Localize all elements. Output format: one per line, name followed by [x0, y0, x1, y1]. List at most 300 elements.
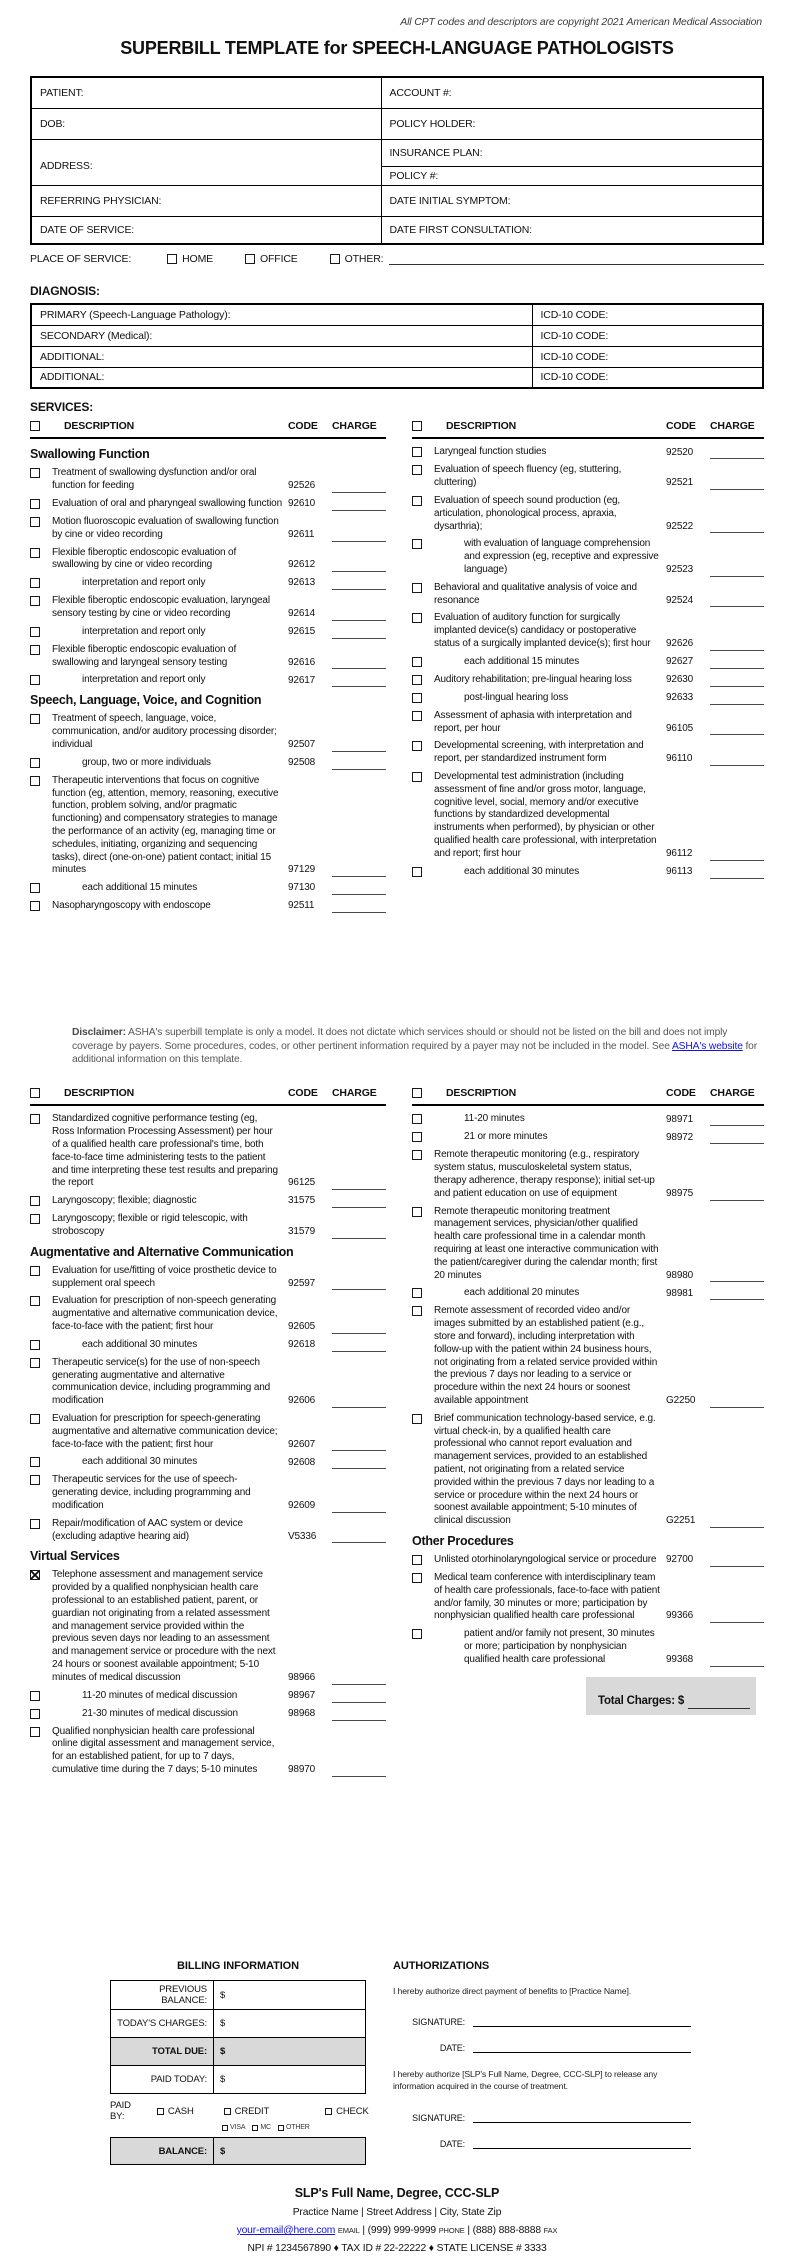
service-checkbox[interactable]: [30, 1414, 40, 1424]
signature-label: SIGNATURE:: [412, 2017, 465, 2028]
column-header-charge: CHARGE: [710, 420, 755, 432]
column-header-code: CODE: [666, 420, 696, 432]
date-blank-line[interactable]: [473, 2139, 691, 2149]
service-checkbox[interactable]: [412, 772, 422, 782]
service-description: Repair/modification of AAC system or device (excluding adaptive hearing aid): [52, 1517, 243, 1542]
service-checkbox[interactable]: [30, 468, 40, 478]
service-row: [412, 1554, 764, 1567]
service-checkbox[interactable]: [412, 1288, 422, 1298]
service-description: Remote therapeutic monitoring (e.g., respiratory system status, musculoskeletal system status, therapy adherence, therapy response); initial set-up and patient education on use of equipment: [434, 1149, 655, 1199]
diagnosis-label[interactable]: SECONDARY (Medical):: [31, 325, 532, 346]
service-row: [412, 710, 764, 736]
service-cpt-code: 92616: [288, 656, 316, 668]
balance-row: [110, 2137, 366, 2165]
service-row: [30, 1474, 386, 1512]
service-checkbox[interactable]: [30, 578, 40, 588]
copyright-notice: All CPT codes and descriptors are copyright 2021 American Medical Association: [400, 16, 762, 28]
charge-blank-line[interactable]: [710, 753, 764, 766]
service-checkbox[interactable]: [412, 583, 422, 593]
home-checkbox[interactable]: [167, 254, 177, 264]
service-description: patient and/or family not present, 30 minutes or more; participation by nonphysician qualified health care professional: [464, 1628, 655, 1665]
place-of-service-row: [30, 252, 764, 265]
charge-blank-line[interactable]: [332, 1339, 386, 1352]
credit-sub-option-other[interactable]: OTHER: [278, 2124, 310, 2131]
service-cpt-code: 97129: [288, 864, 316, 876]
select-all-checkbox[interactable]: [412, 1088, 422, 1098]
charge-blank-line[interactable]: [710, 674, 764, 687]
service-checkbox[interactable]: [412, 1414, 422, 1424]
date-blank-line[interactable]: [473, 2043, 691, 2053]
disclaimer-text: Disclaimer: ASHA's superbill template is only a model. It does not dictate which services should or should not be listed on the bill and does not imply coverage by payers. Some procedures, codes, or other pertinent information required by a payer may not be included in the model. See ASHA's website for additional information on this template.: [72, 1027, 758, 1066]
email-link[interactable]: your-email@here.com: [236, 2225, 336, 2236]
billing-heading: BILLING INFORMATION: [177, 1960, 299, 1972]
service-description: interpretation and report only: [82, 674, 206, 686]
service-cpt-code: 31579: [288, 1226, 316, 1238]
service-cpt-code: 92611: [288, 528, 315, 540]
charge-blank-line[interactable]: [332, 1395, 386, 1408]
select-all-checkbox[interactable]: [412, 421, 422, 431]
service-cpt-code: 92524: [666, 594, 694, 606]
select-all-checkbox[interactable]: [30, 421, 40, 431]
billing-row-label: PREVIOUS BALANCE:: [111, 1981, 214, 2009]
service-cpt-code: G2251: [666, 1515, 696, 1527]
service-checkbox[interactable]: [30, 714, 40, 724]
charge-blank-line[interactable]: [710, 564, 764, 577]
charge-blank-line[interactable]: [332, 608, 386, 621]
cash-checkbox[interactable]: [157, 2108, 164, 2115]
signature-row-1: [393, 2017, 691, 2027]
service-cpt-code: 92608: [288, 1456, 316, 1468]
service-cpt-code: 92626: [666, 638, 694, 649]
diagnosis-label[interactable]: PRIMARY (Speech-Language Pathology):: [31, 304, 532, 325]
dob-field-label[interactable]: DOB:: [31, 108, 381, 139]
charge-blank-line[interactable]: [710, 1287, 764, 1300]
column-header-charge: CHARGE: [332, 1087, 377, 1099]
charge-blank-line[interactable]: [332, 1672, 386, 1685]
service-cpt-code: 96112: [666, 847, 693, 859]
service-description: Evaluation of auditory function for surgically implanted device(s) candidacy or postoperative status of a surgically implanted device(s); first hour: [434, 612, 651, 649]
service-checkbox[interactable]: [30, 1114, 40, 1124]
service-cpt-code: 92612: [288, 559, 316, 571]
service-cpt-code: 92526: [288, 480, 316, 492]
charge-blank-line[interactable]: [332, 864, 386, 877]
service-row: [30, 1195, 386, 1208]
diagnosis-row: [31, 367, 763, 388]
service-checkbox[interactable]: [412, 867, 422, 877]
service-cpt-code: 98968: [288, 1707, 316, 1719]
charge-blank-line[interactable]: [710, 477, 764, 490]
service-row: [412, 740, 764, 766]
service-description: Qualified nonphysician health care professional online digital assessment and management service, for an established patient, for up to 7 days, cumulative time during the 7 days; 5-10 minutes: [52, 1725, 275, 1775]
charge-blank-line[interactable]: [332, 529, 386, 542]
service-description: each additional 15 minutes: [464, 655, 580, 667]
phone-number: (999) 999-9999: [367, 2225, 436, 2236]
charge-blank-line[interactable]: [710, 1188, 764, 1201]
patient-field-label[interactable]: PATIENT:: [31, 77, 381, 108]
service-row: [30, 900, 386, 913]
service-description: Standardized cognitive performance testing (eg, Ross Information Processing Assessment) per hour of a qualified health care professional's time, both face-to-face time administering tests to the patient and time interpreting these test results and preparing the report: [52, 1113, 278, 1189]
service-description: Telephone assessment and management service provided by a qualified nonphysician health care professional to an established patient, parent, or guardian not originating from a related assessment and management service provided within the previous seven days nor leading to an assessment and management service or procedure with the next 24 hours or soonest available appointment; 5-10 minutes of medical discussion: [52, 1569, 276, 1683]
service-row: [30, 1708, 386, 1721]
service-row: [412, 495, 764, 533]
service-checkbox[interactable]: [412, 1573, 422, 1583]
service-checkbox-checked[interactable]: [30, 1570, 40, 1580]
service-description: Laryngoscopy; flexible; diagnostic: [52, 1195, 197, 1207]
paid-by-option-credit[interactable]: CREDIT: [224, 2106, 269, 2117]
service-description: Assessment of aphasia with interpretation and report, per hour: [434, 709, 632, 734]
other-blank-line[interactable]: [389, 252, 764, 265]
mc-checkbox[interactable]: [252, 2125, 258, 2131]
service-cpt-code: 92606: [288, 1395, 316, 1407]
service-checkbox[interactable]: [412, 1132, 422, 1142]
service-description: 21-30 minutes of medical discussion: [82, 1707, 238, 1719]
service-checkbox[interactable]: [30, 901, 40, 911]
service-cpt-code: 96110: [666, 753, 693, 765]
service-row: [30, 1357, 386, 1408]
service-checkbox[interactable]: [412, 675, 422, 685]
service-checkbox[interactable]: [30, 517, 40, 527]
visa-checkbox[interactable]: [222, 2125, 228, 2131]
charge-blank-line[interactable]: [332, 882, 386, 895]
service-description: Behavioral and qualitative analysis of voice and resonance: [434, 581, 637, 606]
service-cpt-code: 92627: [666, 656, 694, 667]
service-checkbox[interactable]: [412, 539, 422, 549]
service-checkbox[interactable]: [412, 657, 422, 667]
icd10-code-label[interactable]: ICD-10 CODE:: [532, 367, 763, 388]
service-checkbox[interactable]: [30, 499, 40, 509]
date-of-service-field-label[interactable]: DATE OF SERVICE:: [31, 216, 381, 244]
service-description: 21 or more minutes: [464, 1131, 548, 1143]
credit-checkbox[interactable]: [224, 2108, 231, 2115]
service-row: [30, 1518, 386, 1544]
charge-blank-line[interactable]: [332, 1690, 386, 1703]
service-checkbox[interactable]: [412, 711, 422, 721]
service-row: [30, 674, 386, 687]
charge-blank-line[interactable]: [332, 1708, 386, 1721]
date-initial-symptom-field-label[interactable]: DATE INITIAL SYMPTOM:: [381, 185, 763, 216]
service-checkbox[interactable]: [30, 1296, 40, 1306]
service-row: [412, 1206, 764, 1283]
place-of-service-option-office[interactable]: OFFICE: [245, 253, 298, 265]
total-charges-box: [586, 1677, 756, 1715]
services-column-header: [412, 419, 764, 439]
service-description: each additional 30 minutes: [82, 1456, 198, 1468]
disclaimer-label: Disclaimer:: [72, 1027, 126, 1038]
service-row: [412, 771, 764, 861]
date-row-1: [393, 2043, 691, 2053]
balance-label: BALANCE:: [111, 2138, 214, 2164]
service-description: Therapeutic services for the use of speech-generating device, including programming and modification: [52, 1474, 251, 1511]
service-checkbox[interactable]: [30, 1519, 40, 1529]
service-section-heading: Swallowing Function: [30, 447, 150, 462]
authorizations-heading: AUTHORIZATIONS: [393, 1960, 490, 1972]
service-checkbox[interactable]: [30, 883, 40, 893]
service-description: Remote therapeutic monitoring treatment management services, physician/other qualified health care professional time in a calendar month requiring at least one interactive communication with the patient/caregiver during the calendar month; first 20 minutes: [434, 1205, 659, 1281]
service-row: [30, 1726, 386, 1777]
slp-name: SLP's Full Name, Degree, CCC-SLP: [294, 2186, 500, 2200]
service-checkbox[interactable]: [412, 1207, 422, 1217]
office-checkbox[interactable]: [245, 254, 255, 264]
diagnosis-row: [31, 346, 763, 367]
charge-blank-line[interactable]: [332, 674, 386, 687]
service-cpt-code: 98970: [288, 1763, 316, 1775]
service-description: interpretation and report only: [82, 577, 206, 589]
charge-blank-line[interactable]: [710, 1554, 764, 1567]
service-cpt-code: 92615: [288, 626, 316, 638]
diagnosis-table-body: [31, 304, 763, 388]
credit-sub-option-visa[interactable]: VISA: [222, 2124, 245, 2131]
service-description: 11-20 minutes: [464, 1113, 525, 1125]
service-row: [30, 595, 386, 621]
place-of-service-option-other[interactable]: OTHER:: [330, 253, 384, 265]
authorization-paragraph-1: I hereby authorize direct payment of benefits to [Practice Name].: [393, 1986, 631, 1996]
service-checkbox[interactable]: [412, 465, 422, 475]
charge-blank-line[interactable]: [332, 1438, 386, 1451]
service-checkbox[interactable]: [30, 1358, 40, 1368]
service-description: group, two or more individuals: [82, 756, 211, 768]
service-checkbox[interactable]: [412, 693, 422, 703]
service-row: [412, 1413, 764, 1528]
patient-info-table: [30, 76, 764, 245]
date-label: DATE:: [439, 2138, 465, 2149]
service-checkbox[interactable]: [30, 1457, 40, 1467]
charge-blank-line[interactable]: [710, 520, 764, 533]
service-description: Flexible fiberoptic endoscopic evaluation of swallowing and laryngeal sensory testing: [52, 643, 237, 668]
charge-blank-line[interactable]: [332, 757, 386, 770]
charge-blank-line[interactable]: [332, 480, 386, 493]
service-row: [412, 1628, 764, 1666]
charge-blank-line[interactable]: [710, 722, 764, 735]
charge-blank-line[interactable]: [710, 656, 764, 669]
service-checkbox[interactable]: [30, 1340, 40, 1350]
service-description: Laryngoscopy; flexible or rigid telescopic, with stroboscopy: [52, 1213, 248, 1238]
service-description: Laryngeal function studies: [434, 446, 547, 458]
account-field-label[interactable]: ACCOUNT #:: [381, 77, 763, 108]
service-description: post-lingual hearing loss: [464, 691, 569, 703]
paid-by-option-check[interactable]: CHECK: [325, 2106, 369, 2117]
billing-row: [111, 2009, 365, 2037]
billing-table: [110, 1980, 366, 2094]
service-description: Auditory rehabilitation; pre-lingual hearing loss: [434, 673, 632, 685]
charge-blank-line[interactable]: [332, 1177, 386, 1190]
icd10-code-label[interactable]: ICD-10 CODE:: [532, 325, 763, 346]
service-checkbox[interactable]: [412, 447, 422, 457]
signature-label: SIGNATURE:: [412, 2112, 465, 2123]
billing-row-value[interactable]: $: [220, 2018, 226, 2029]
charge-blank-line[interactable]: [710, 1113, 764, 1126]
charge-blank-line[interactable]: [332, 1500, 386, 1513]
icd10-code-label[interactable]: ICD-10 CODE:: [532, 346, 763, 367]
column-header-charge: CHARGE: [710, 1087, 755, 1099]
service-section-heading: Other Procedures: [412, 1533, 514, 1548]
billing-row-value[interactable]: $: [220, 2074, 226, 2085]
charge-blank-line[interactable]: [332, 656, 386, 669]
charge-blank-line[interactable]: [332, 739, 386, 752]
service-checkbox[interactable]: [30, 1266, 40, 1276]
service-checkbox[interactable]: [30, 1709, 40, 1719]
service-checkbox[interactable]: [412, 1306, 422, 1316]
charge-blank-line[interactable]: [332, 498, 386, 511]
service-cpt-code: 92507: [288, 739, 316, 750]
service-checkbox[interactable]: [30, 1691, 40, 1701]
service-description: Flexible fiberoptic endoscopic evaluation of swallowing by cine or video recording: [52, 546, 237, 571]
select-all-checkbox[interactable]: [30, 1088, 40, 1098]
service-checkbox[interactable]: [412, 1555, 422, 1565]
service-description: with evaluation of language comprehension and expression (eg, receptive and expressive language): [464, 538, 659, 576]
service-checkbox[interactable]: [30, 675, 40, 685]
service-row: [30, 757, 386, 770]
charge-blank-line[interactable]: [710, 692, 764, 705]
credit-sub-options: [222, 2124, 366, 2131]
date-first-consultation-field-label[interactable]: DATE FIRST CONSULTATION:: [381, 216, 763, 244]
service-checkbox[interactable]: [30, 1727, 40, 1737]
practice-address-line: Practice Name | Street Address | City, State Zip: [292, 2207, 502, 2218]
diagnosis-label[interactable]: ADDITIONAL:: [31, 367, 532, 388]
service-description: interpretation and report only: [82, 625, 206, 637]
service-cpt-code: 92511: [288, 900, 315, 912]
service-cpt-code: 31575: [288, 1195, 316, 1207]
service-row: [30, 1295, 386, 1333]
place-of-service-option-home[interactable]: HOME: [167, 253, 213, 265]
charge-blank-line[interactable]: [710, 1131, 764, 1144]
service-description: each additional 15 minutes: [82, 882, 198, 894]
service-cpt-code: 92700: [666, 1554, 694, 1566]
charge-blank-line[interactable]: [332, 559, 386, 572]
other-checkbox[interactable]: [330, 254, 340, 264]
balance-value[interactable]: $: [220, 2145, 226, 2157]
service-row: [30, 1113, 386, 1190]
service-checkbox[interactable]: [30, 596, 40, 606]
service-row: [412, 582, 764, 608]
charge-blank-line[interactable]: [332, 1277, 386, 1290]
service-cpt-code: 99366: [666, 1610, 694, 1622]
signature-row-2: [393, 2113, 691, 2123]
service-description: Medical team conference with interdisciplinary team of health care professionals, face-to-face with patient and/or family, 30 minutes or more; participation by nonphysician qualified health care professional: [434, 1571, 660, 1622]
signature-blank-line[interactable]: [473, 2017, 691, 2027]
service-row: [30, 775, 386, 877]
service-checkbox[interactable]: [30, 1214, 40, 1224]
practice-footer: [0, 2186, 794, 2254]
policy-holder-field-label[interactable]: POLICY HOLDER:: [381, 108, 763, 139]
charge-blank-line[interactable]: [332, 1456, 386, 1469]
service-description: Evaluation of oral and pharyngeal swallowing function: [52, 498, 282, 510]
signature-blank-line[interactable]: [473, 2113, 691, 2123]
charge-blank-line[interactable]: [332, 1530, 386, 1543]
referring-physician-field-label[interactable]: REFERRING PHYSICIAN:: [31, 185, 381, 216]
service-description: Developmental screening, with interpretation and report, per standardized instrument form: [434, 740, 644, 765]
service-cpt-code: 99368: [666, 1653, 694, 1665]
date-row-2: [393, 2139, 691, 2149]
service-row: [30, 713, 386, 751]
service-cpt-code: 92607: [288, 1438, 316, 1450]
service-checkbox[interactable]: [412, 1629, 422, 1639]
service-checkbox[interactable]: [30, 645, 40, 655]
service-row: [30, 1339, 386, 1352]
check-checkbox[interactable]: [325, 2108, 332, 2115]
services-top-block: [30, 419, 764, 918]
service-checkbox[interactable]: [412, 1114, 422, 1124]
policy-number-field-label[interactable]: POLICY #:: [381, 166, 763, 185]
service-description: Evaluation of speech fluency (eg, stuttering, cluttering): [434, 464, 622, 489]
service-row: [412, 1131, 764, 1144]
charge-blank-line[interactable]: [710, 1610, 764, 1623]
service-cpt-code: 92630: [666, 674, 694, 685]
icd10-code-label[interactable]: ICD-10 CODE:: [532, 304, 763, 325]
diagnosis-label[interactable]: ADDITIONAL:: [31, 346, 532, 367]
charge-blank-line[interactable]: [710, 1654, 764, 1667]
service-checkbox[interactable]: [30, 548, 40, 558]
service-row: [30, 882, 386, 895]
paid-by-option-cash[interactable]: CASH: [157, 2106, 194, 2117]
service-checkbox[interactable]: [412, 741, 422, 751]
services-column-header: [412, 1086, 764, 1106]
charge-blank-line[interactable]: [332, 577, 386, 590]
service-cpt-code: 92597: [288, 1277, 316, 1289]
charge-blank-line[interactable]: [710, 866, 764, 879]
date-label: DATE:: [439, 2043, 465, 2054]
billing-row-value[interactable]: $: [220, 2046, 226, 2057]
address-field-label[interactable]: ADDRESS:: [31, 139, 381, 185]
service-cpt-code: 98980: [666, 1269, 694, 1281]
charge-blank-line[interactable]: [332, 626, 386, 639]
billing-row-value[interactable]: $: [220, 1989, 226, 2001]
insurance-plan-field-label[interactable]: INSURANCE PLAN:: [381, 139, 763, 166]
service-row: [30, 1213, 386, 1239]
service-row: [412, 656, 764, 669]
service-checkbox[interactable]: [30, 1196, 40, 1206]
service-checkbox[interactable]: [30, 627, 40, 637]
charge-blank-line[interactable]: [710, 848, 764, 861]
service-cpt-code: 97130: [288, 882, 316, 894]
service-cpt-code: 98975: [666, 1187, 694, 1199]
column-header-description: DESCRIPTION: [64, 1087, 135, 1099]
charge-blank-line[interactable]: [332, 1195, 386, 1208]
service-checkbox[interactable]: [30, 776, 40, 786]
charge-blank-line[interactable]: [710, 594, 764, 607]
services-bottom-block: [30, 1086, 764, 1782]
charge-blank-line[interactable]: [710, 638, 764, 651]
charge-blank-line[interactable]: [710, 446, 764, 459]
service-cpt-code: 92610: [288, 498, 316, 510]
asha-website-link[interactable]: ASHA's website: [671, 1040, 743, 1052]
service-checkbox[interactable]: [412, 496, 422, 506]
charge-blank-line[interactable]: [710, 1395, 764, 1408]
charge-blank-line[interactable]: [332, 1321, 386, 1334]
service-row: [30, 644, 386, 670]
service-cpt-code: 96125: [288, 1177, 316, 1189]
charge-blank-line[interactable]: [332, 900, 386, 913]
service-description: Treatment of speech, language, voice, communication, and/or auditory processing disorder; individual: [52, 713, 277, 750]
service-row: [30, 1265, 386, 1291]
service-checkbox[interactable]: [412, 1150, 422, 1160]
credit-sub-option-mc[interactable]: MC: [252, 2124, 271, 2131]
service-checkbox[interactable]: [30, 758, 40, 768]
service-description: Remote assessment of recorded video and/or images submitted by an established patient (e.g., store and forward), including interpretation with follow-up with the patient within 24 business hours, not originating from a related service provided within the previous 7 days nor leading to a service or procedure within the next 24 hours or soonest available appointment: [434, 1305, 658, 1406]
charge-blank-line[interactable]: [710, 1515, 764, 1528]
service-description: each additional 30 minutes: [82, 1338, 198, 1350]
diagnosis-row: [31, 325, 763, 346]
charge-blank-line[interactable]: [332, 1226, 386, 1239]
service-checkbox[interactable]: [412, 613, 422, 623]
service-row: [412, 1113, 764, 1126]
total-charges-blank-line[interactable]: [688, 1697, 750, 1709]
service-description: Therapeutic interventions that focus on cognitive function (eg, attention, memory, reasoning, executive function, problem solving, and/or pragmatic functioning) and compensatory strategies to manage the performance of an activity (eg, managing time or schedules, initiating, organizing and sequencing tasks), direct (one-on-one) patient contact; initial 15 minutes: [52, 774, 279, 876]
billing-row-label: TOTAL DUE:: [111, 2038, 214, 2065]
charge-blank-line[interactable]: [710, 1269, 764, 1282]
service-checkbox[interactable]: [30, 1475, 40, 1485]
charge-blank-line[interactable]: [332, 1764, 386, 1777]
other-checkbox[interactable]: [278, 2125, 284, 2131]
